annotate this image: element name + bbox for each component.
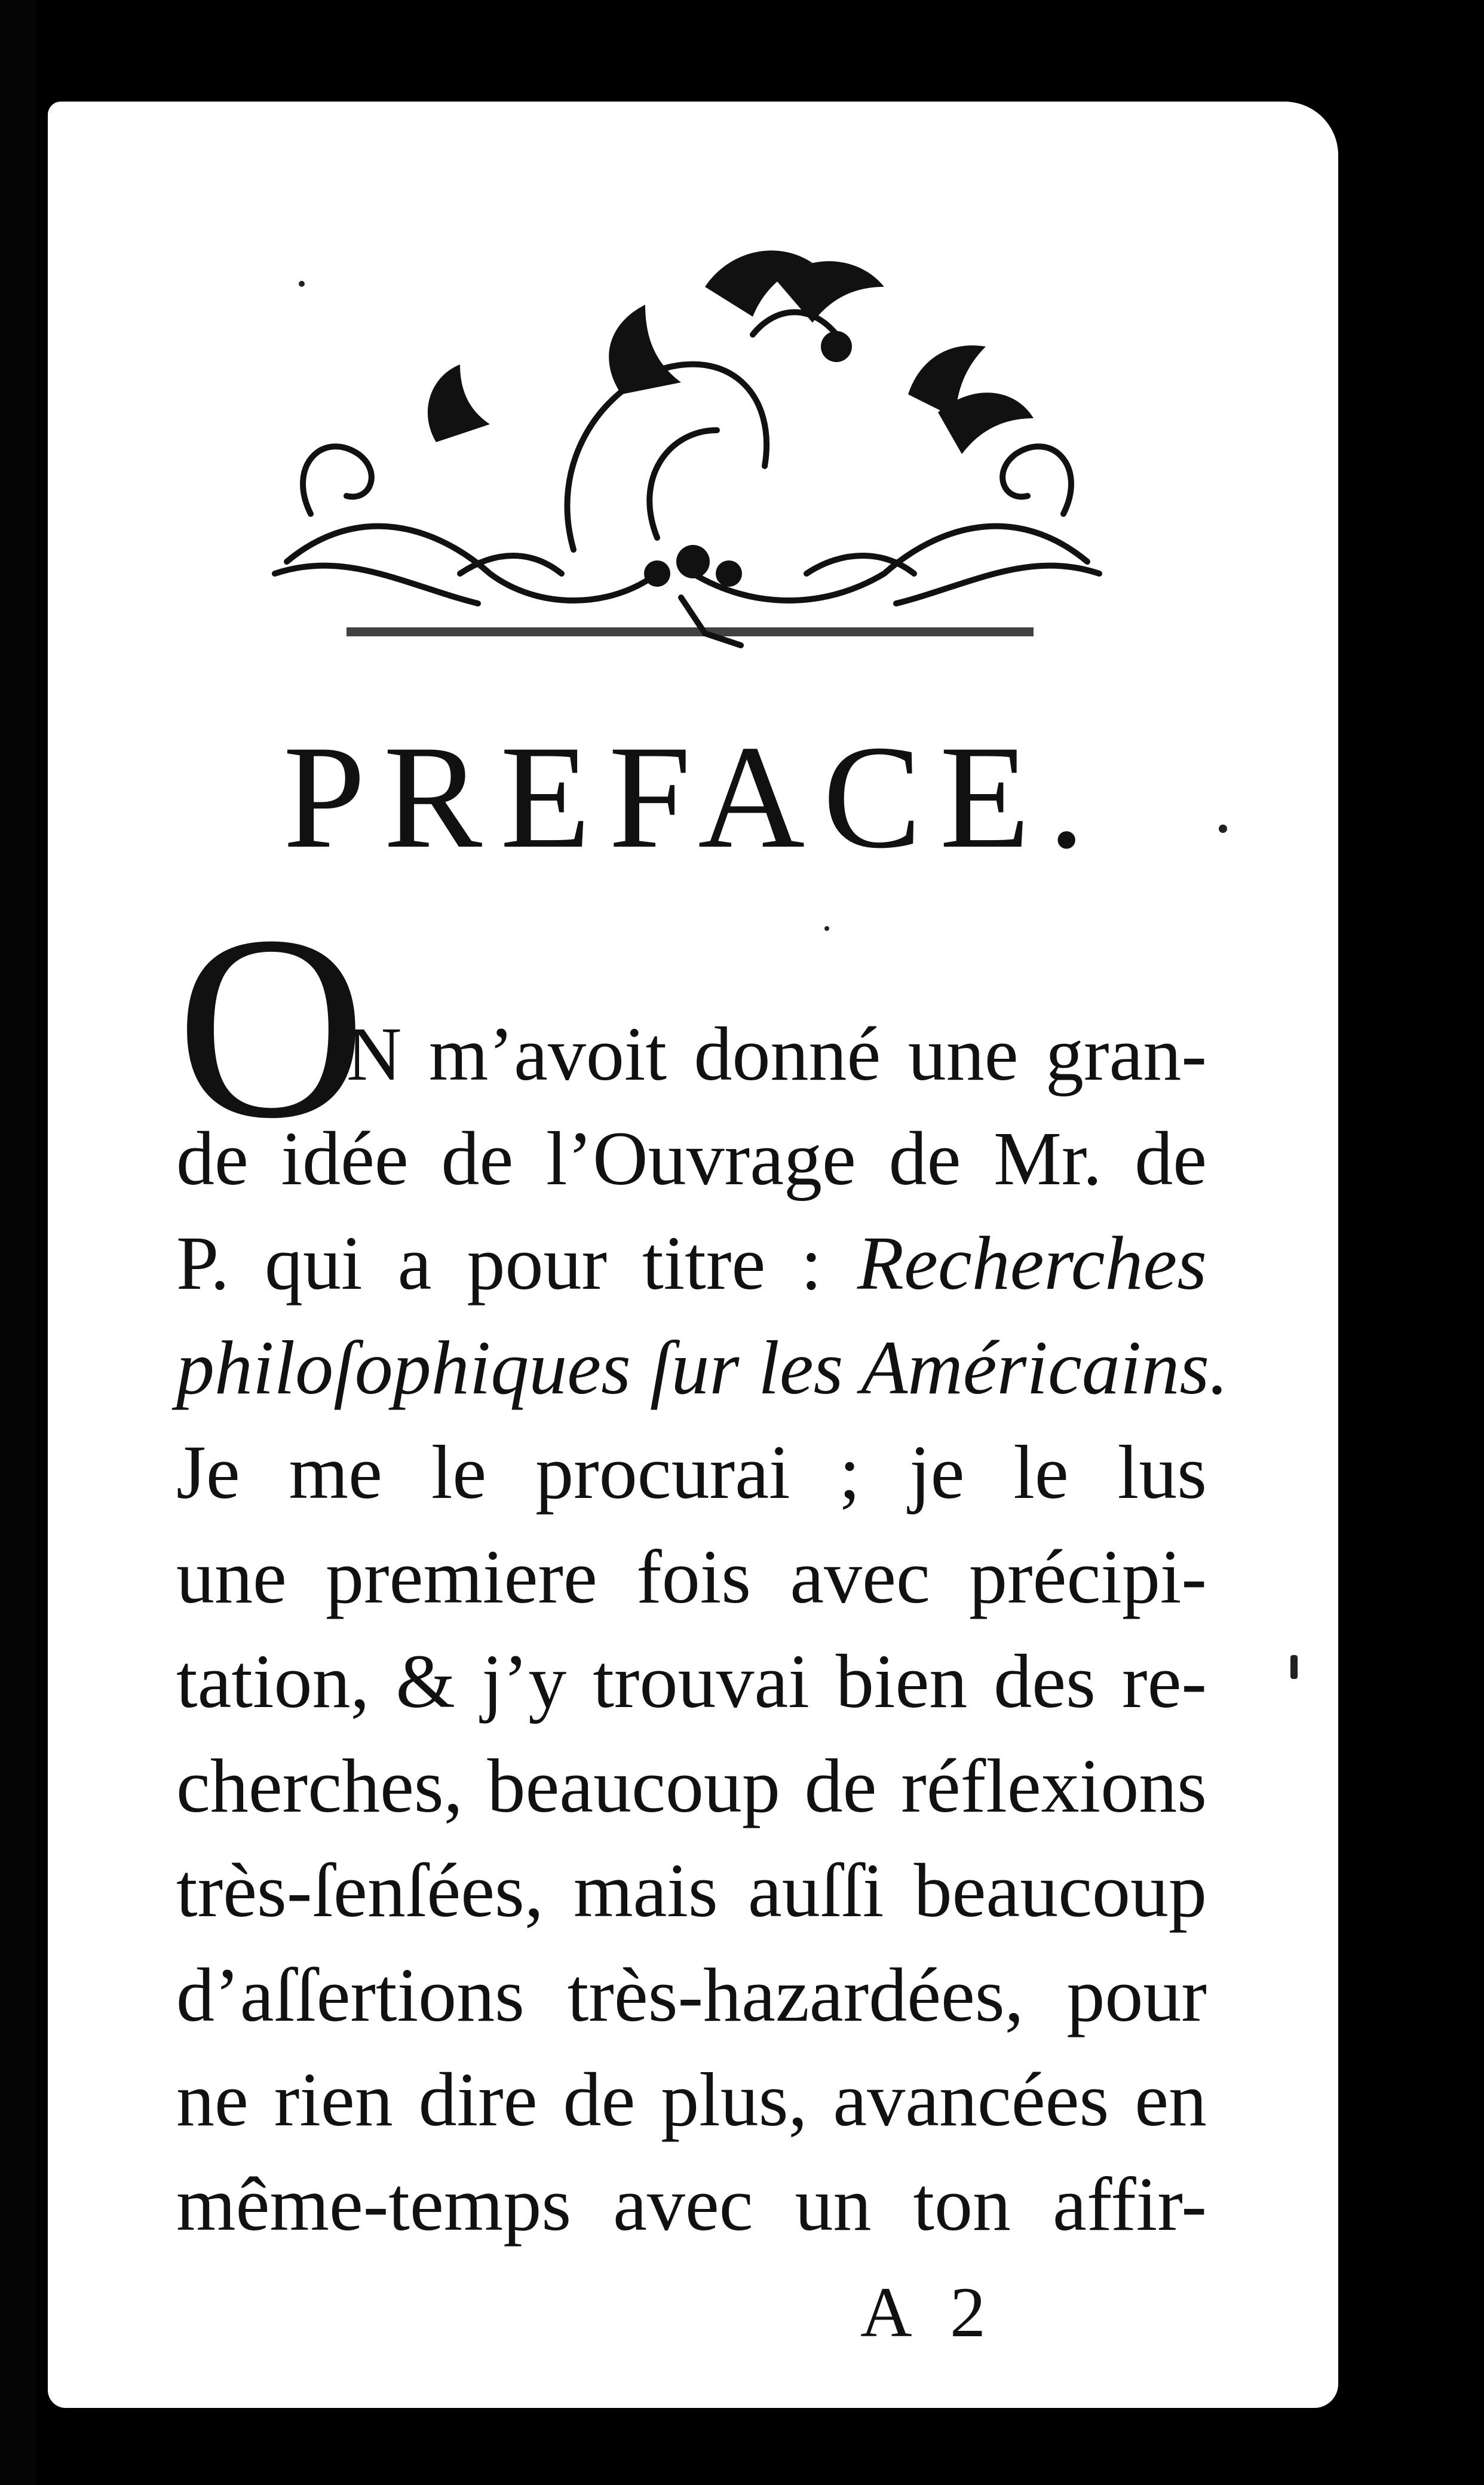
signature-mark: A 2 [860, 2272, 998, 2352]
paper-speck [1290, 1655, 1298, 1679]
text-line-11: ne rien dire de plus, avancées en [176, 2057, 1207, 2142]
text-line-3-roman: P. qui a pour titre : [176, 1221, 857, 1306]
text-line-4: philoſophiques ſur les Américains. [176, 1325, 1229, 1410]
paper-speck [824, 926, 829, 931]
paper-speck [1219, 825, 1227, 833]
text-line-2: de idée de l’Ouvrage de Mr. de [176, 1116, 1207, 1201]
scan-border [0, 0, 36, 2485]
text-line-6: une premiere fois avec précipi- [176, 1534, 1207, 1619]
page-title: PREFACE. [283, 715, 1103, 879]
text-line-5: Je me le procurai ; je le lus [176, 1430, 1207, 1515]
drop-capital: O [176, 882, 366, 1173]
text-line-9: très-ſenſées, mais auſſi beaucoup [176, 1848, 1207, 1933]
text-line-10: d’aſſertions très-hazardées, pour [176, 1953, 1207, 2037]
paper-speck [299, 281, 305, 287]
ornament-headpiece-icon [239, 215, 1135, 681]
book-page [48, 102, 1338, 2408]
text-line-1: N m’avoit donné une gran- [347, 1012, 1207, 1096]
text-line-12: même-temps avec un ton affir- [176, 2162, 1207, 2247]
italic-title-word: Recherches [857, 1221, 1207, 1306]
text-line-7: tation, & j’y trouvai bien des re- [176, 1639, 1207, 1724]
text-line-3 [176, 1221, 1207, 1306]
text-line-8: cherches, beaucoup de réflexions [176, 1744, 1207, 1828]
